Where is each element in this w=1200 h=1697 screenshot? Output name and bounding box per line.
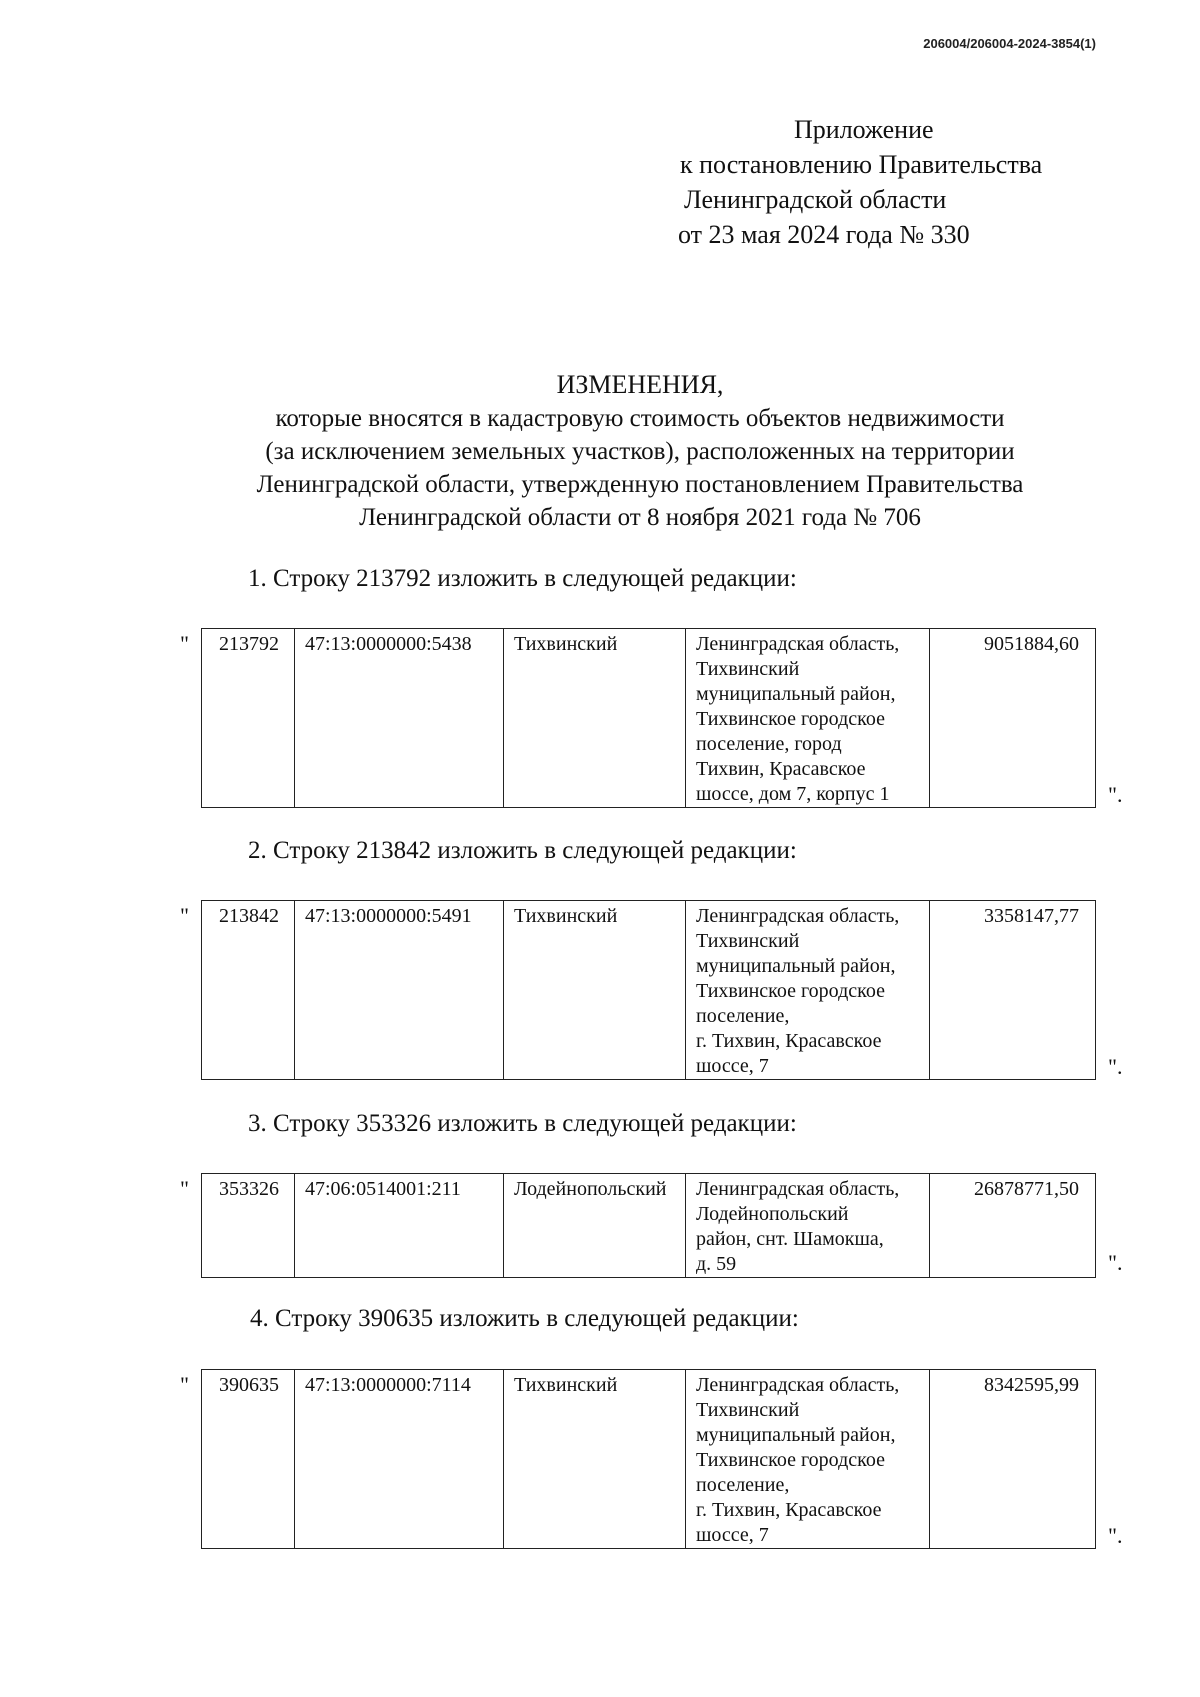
- close-quote: ".: [1108, 782, 1123, 807]
- address-line: г. Тихвин, Красавское: [696, 1030, 882, 1052]
- district-cell: Тихвинский: [504, 629, 686, 808]
- item-title: 3. Строку 353326 изложить в следующей редакции:: [248, 1110, 797, 1137]
- heading-line: Ленинградской области, утвержденную постановлением Правительства: [256, 471, 1024, 498]
- cadastral-value-cell: 26878771,50: [930, 1174, 1096, 1278]
- item-title: 1. Строку 213792 изложить в следующей редакции:: [248, 565, 797, 592]
- open-quote: ": [180, 1176, 189, 1201]
- address-line: муниципальный район,: [696, 955, 896, 977]
- address-line: поселение,: [696, 1474, 790, 1496]
- district-cell: Лодейнопольский: [504, 1174, 686, 1278]
- heading-line: (за исключением земельных участков), расположенных на территории: [265, 438, 1015, 465]
- close-quote: ".: [1108, 1523, 1123, 1548]
- address-line: район, снт. Шамокша,: [696, 1228, 884, 1250]
- address-line: д. 59: [696, 1253, 737, 1275]
- row-number-cell: 390635: [202, 1370, 295, 1549]
- address-line: Лодейнопольский: [696, 1203, 849, 1225]
- row-number-cell: 213842: [202, 901, 295, 1080]
- address-line: Тихвинское городское: [696, 708, 885, 730]
- address-line: поселение,: [696, 1005, 790, 1027]
- address-line: шоссе, 7: [696, 1055, 769, 1077]
- address-line: муниципальный район,: [696, 683, 896, 705]
- row-number-cell: 353326: [202, 1174, 295, 1278]
- document-id: 206004/206004-2024-3854(1): [923, 36, 1096, 51]
- cadastral-value-cell: 8342595,99: [930, 1370, 1096, 1549]
- address-cell: [686, 1174, 930, 1278]
- cadastral-number-cell: 47:13:0000000:5438: [295, 629, 504, 808]
- address-line: г. Тихвин, Красавское: [696, 1499, 882, 1521]
- address-line: Тихвинское городское: [696, 1449, 885, 1471]
- address-cell: [686, 1370, 930, 1549]
- address-line: Ленинградская область,: [696, 633, 900, 655]
- appendix-block: [640, 112, 1042, 252]
- record-table: [201, 900, 1096, 1080]
- table-row: [202, 901, 1096, 1080]
- close-quote: ".: [1108, 1250, 1123, 1275]
- row-number-cell: 213792: [202, 629, 295, 808]
- cadastral-number-cell: 47:06:0514001:211: [295, 1174, 504, 1278]
- address-line: Тихвинский: [696, 658, 800, 680]
- address-cell: [686, 901, 930, 1080]
- heading-title: ИЗМЕНЕНИЯ,: [556, 370, 724, 399]
- appendix-line: Приложение: [794, 115, 934, 144]
- district-cell: Тихвинский: [504, 1370, 686, 1549]
- open-quote: ": [180, 1372, 189, 1397]
- cadastral-number-cell: 47:13:0000000:5491: [295, 901, 504, 1080]
- document-heading: [170, 367, 1110, 534]
- close-quote: ".: [1108, 1054, 1123, 1079]
- record-table: [201, 628, 1096, 808]
- address-line: Ленинградская область,: [696, 1178, 900, 1200]
- cadastral-number-cell: 47:13:0000000:7114: [295, 1370, 504, 1549]
- open-quote: ": [180, 631, 189, 656]
- address-line: Тихвинское городское: [696, 980, 885, 1002]
- address-line: Тихвинский: [696, 930, 800, 952]
- address-line: Тихвинский: [696, 1399, 800, 1421]
- address-line: Ленинградская область,: [696, 905, 900, 927]
- address-line: шоссе, дом 7, корпус 1: [696, 783, 890, 805]
- table-row: [202, 1174, 1096, 1278]
- table-row: [202, 629, 1096, 808]
- address-line: муниципальный район,: [696, 1424, 896, 1446]
- record-table: [201, 1369, 1096, 1549]
- cadastral-value-cell: 3358147,77: [930, 901, 1096, 1080]
- open-quote: ": [180, 903, 189, 928]
- address-line: поселение, город: [696, 733, 842, 755]
- appendix-line: Ленинградской области: [684, 185, 947, 214]
- address-line: Ленинградская область,: [696, 1374, 900, 1396]
- item-title: 4. Строку 390635 изложить в следующей редакции:: [250, 1305, 799, 1332]
- address-line: шоссе, 7: [696, 1524, 769, 1546]
- heading-line: Ленинградской области от 8 ноября 2021 года № 706: [359, 504, 921, 531]
- item-title: 2. Строку 213842 изложить в следующей редакции:: [248, 837, 797, 864]
- appendix-line: к постановлению Правительства: [680, 150, 1043, 179]
- table-row: [202, 1370, 1096, 1549]
- address-cell: [686, 629, 930, 808]
- heading-line: которые вносятся в кадастровую стоимость объектов недвижимости: [275, 405, 1005, 432]
- address-line: Тихвин, Красавское: [696, 758, 866, 780]
- record-table: [201, 1173, 1096, 1278]
- district-cell: Тихвинский: [504, 901, 686, 1080]
- cadastral-value-cell: 9051884,60: [930, 629, 1096, 808]
- appendix-line: от 23 мая 2024 года № 330: [678, 220, 970, 249]
